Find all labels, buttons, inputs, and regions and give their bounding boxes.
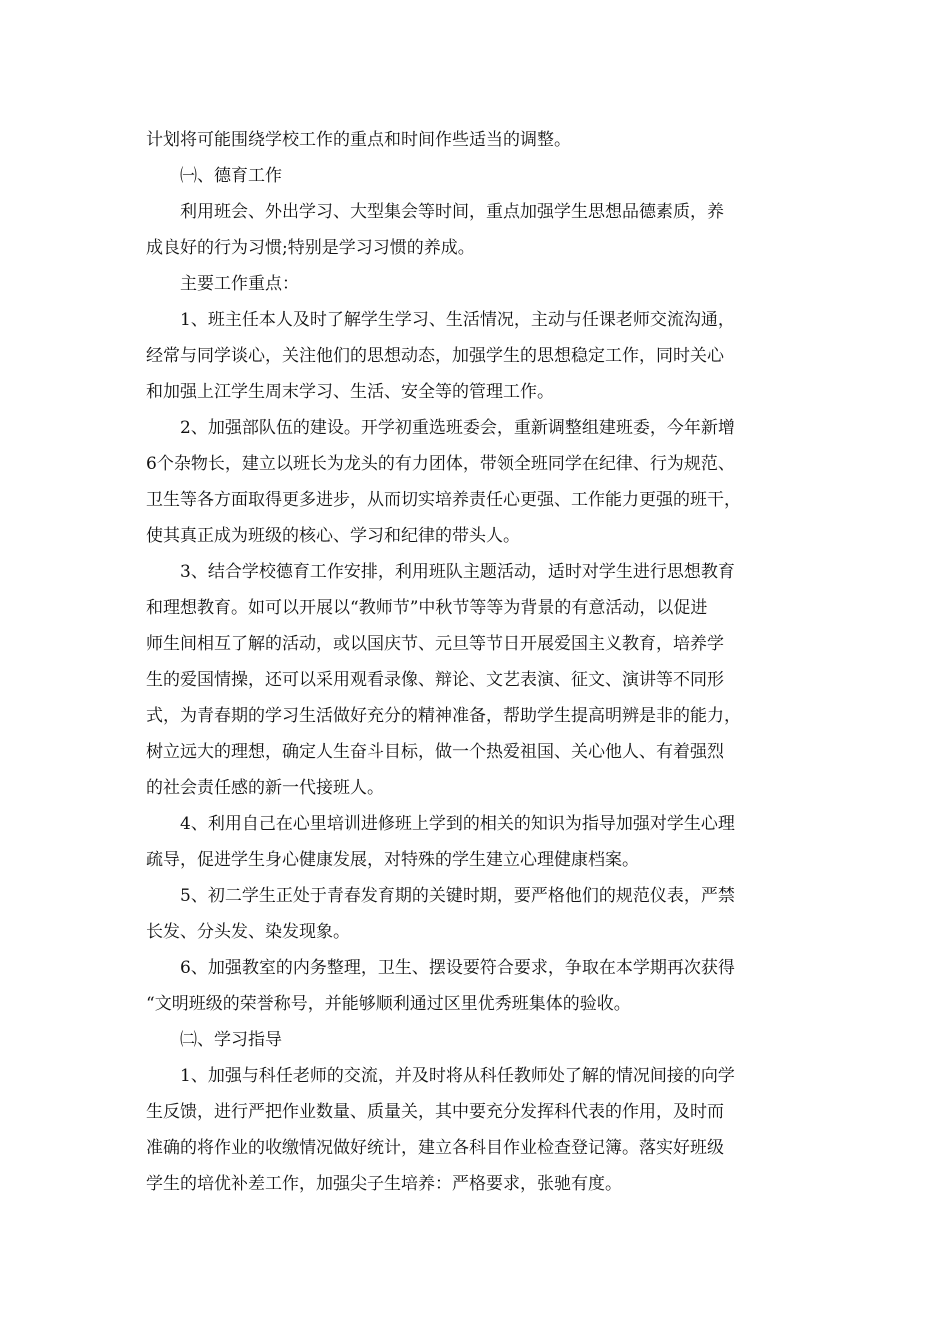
text-line: 5、初二学生正处于青春发育期的关键时期，要严格他们的规范仪表，严禁 (180, 886, 735, 906)
text-line: 使其真正成为班级的核心、学习和纪律的带头人。 (146, 526, 520, 546)
text-line: 和理想教育。如可以开展以“教师节”中秋节等等为背景的有意活动，以促进 (146, 598, 708, 618)
text-line: 3、结合学校德育工作安排，利用班队主题活动，适时对学生进行思想教育 (180, 562, 735, 582)
text-line: 疏导，促进学生身心健康发展，对特殊的学生建立心理健康档案。 (146, 850, 639, 870)
text-line: 利用班会、外出学习、大型集会等时间，重点加强学生思想品德素质，养 (180, 202, 724, 222)
text-line: 2、加强部队伍的建设。开学初重选班委会，重新调整组建班委，今年新增 (180, 418, 735, 438)
text-line: 6、加强教室的内务整理，卫生、摆设要符合要求，争取在本学期再次获得 (180, 958, 735, 978)
text-line: 准确的将作业的收缴情况做好统计，建立各科目作业检查登记簿。落实好班级 (146, 1138, 724, 1158)
text-line: 经常与同学谈心，关注他们的思想动态，加强学生的思想稳定工作，同时关心 (146, 346, 724, 366)
text-line: 成良好的行为习惯;特别是学习习惯的养成。 (146, 238, 475, 258)
text-line: 式，为青春期的学习生活做好充分的精神准备，帮助学生提高明辨是非的能力， (146, 706, 741, 726)
document-body (146, 122, 816, 1202)
text-line: 长发、分头发、染发现象。 (146, 922, 350, 942)
text-line: 主要工作重点： (180, 274, 299, 294)
text-line: 计划将可能围绕学校工作的重点和时间作些适当的调整。 (146, 130, 571, 150)
text-line: 卫生等各方面取得更多进步，从而切实培养责任心更强、工作能力更强的班干， (146, 490, 741, 510)
text-line: 生反馈，进行严把作业数量、质量关，其中要充分发挥科代表的作用，及时而 (146, 1102, 724, 1122)
text-line: 和加强上江学生周末学习、生活、安全等的管理工作。 (146, 382, 554, 402)
text-line: ㈡、学习指导 (180, 1030, 282, 1050)
text-line: 生的爱国情操，还可以采用观看录像、辩论、文艺表演、征文、演讲等不同形 (146, 670, 724, 690)
text-line: 树立远大的理想，确定人生奋斗目标，做一个热爱祖国、关心他人、有着强烈 (146, 742, 724, 762)
text-line: 的社会责任感的新一代接班人。 (146, 778, 384, 798)
text-line: 6个杂物长，建立以班长为龙头的有力团体，带领全班同学在纪律、行为规范、 (146, 454, 735, 474)
text-line: 学生的培优补差工作，加强尖子生培养：严格要求，张驰有度。 (146, 1174, 622, 1194)
text-line: 师生间相互了解的活动，或以国庆节、元旦等节日开展爱国主义教育，培养学 (146, 634, 724, 654)
text-line: 4、利用自己在心里培训进修班上学到的相关的知识为指导加强对学生心理 (180, 814, 735, 834)
text-line: “文明班级的荣誉称号，并能够顺利通过区里优秀班集体的验收。 (146, 994, 631, 1014)
text-line: ㈠、德育工作 (180, 166, 282, 186)
text-line: 1、加强与科任老师的交流，并及时将从科任教师处了解的情况间接的向学 (180, 1066, 735, 1086)
text-line: 1、班主任本人及时了解学生学习、生活情况，主动与任课老师交流沟通， (180, 310, 735, 330)
